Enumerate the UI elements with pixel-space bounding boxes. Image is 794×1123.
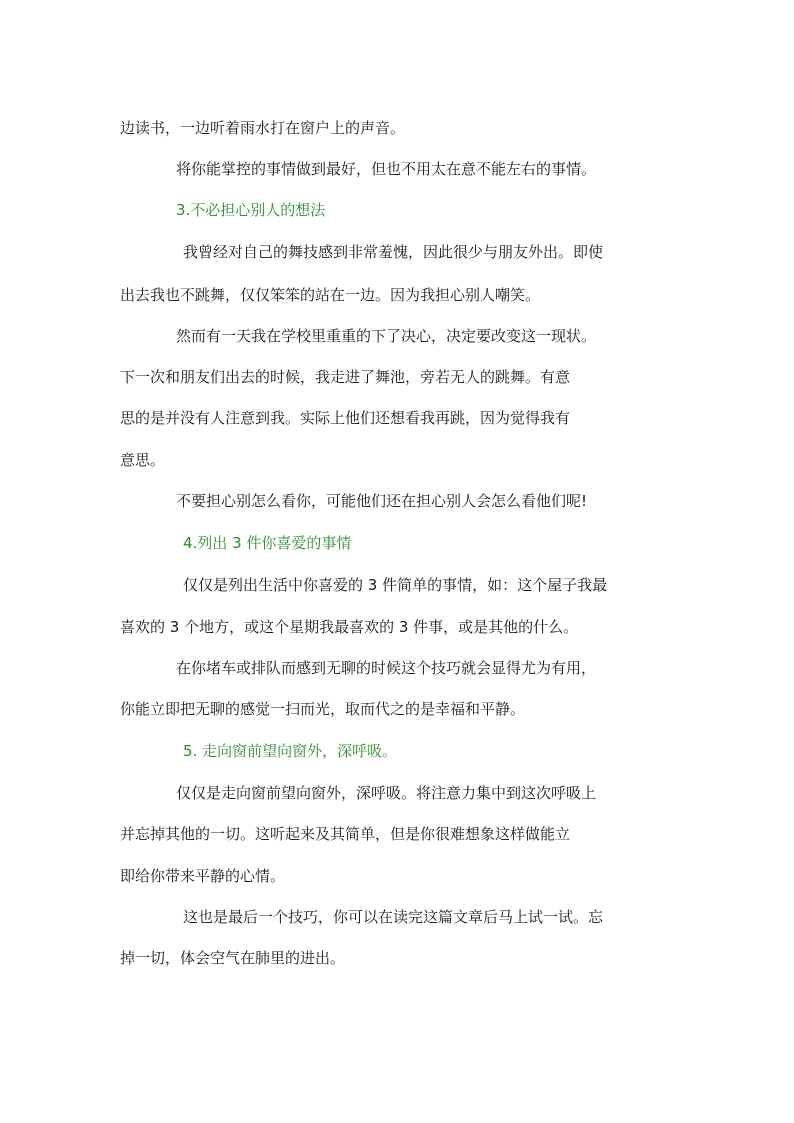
body-line: 将你能掌控的事情做到最好，但也不用太在意不能左右的事情。 [176,160,597,178]
body-line: 在你堵车或排队而感到无聊的时候这个技巧就会显得尤为有用， [176,659,597,677]
body-line: 即给你带来平静的心情。 [120,867,286,885]
body-line: 意思。 [120,451,166,469]
section-heading-3: 3.不必担心别人的想法 [176,201,326,219]
body-line: 下一次和朋友们出去的时候，我走进了舞池，旁若无人的跳舞。有意 [120,368,571,386]
body-line: 思的是并没有人注意到我。实际上他们还想看我再跳，因为觉得我有 [120,409,571,427]
body-line: 并忘掉其他的一切。这听起来及其简单，但是你很难想象这样做能立 [120,825,571,843]
body-line: 你能立即把无聊的感觉一扫而光，取而代之的是幸福和平静。 [120,700,526,718]
section-heading-4: 4.列出 3 件你喜爱的事情 [183,534,352,552]
section-heading-5: 5. 走向窗前望向窗外，深呼吸。 [183,742,398,760]
body-line: 然而有一天我在学校里重重的下了决心，决定要改变这一现状。 [176,327,597,345]
body-line: 仅仅是列出生活中你喜爱的 3 件简单的事情，如：这个屋子我最 [183,576,608,594]
body-line: 边读书，一边听着雨水打在窗户上的声音。 [120,119,406,137]
body-line: 喜欢的 3 个地方，或这个星期我最喜欢的 3 件事，或是其他的什么。 [120,618,579,636]
body-line: 掉一切，体会空气在肺里的进出。 [120,949,346,967]
body-line: 我曾经对自己的舞技感到非常羞愧，因此很少与朋友外出。即使 [183,243,604,261]
body-line: 这也是最后一个技巧，你可以在读完这篇文章后马上试一试。忘 [183,908,604,926]
body-line: 出去我也不跳舞，仅仅笨笨的站在一边。因为我担心别人嘲笑。 [120,286,541,304]
body-line: 仅仅是走向窗前望向窗外，深呼吸。将注意力集中到这次呼吸上 [176,784,597,802]
body-line: 不要担心别怎么看你，可能他们还在担心别人会怎么看他们呢! [176,492,588,510]
